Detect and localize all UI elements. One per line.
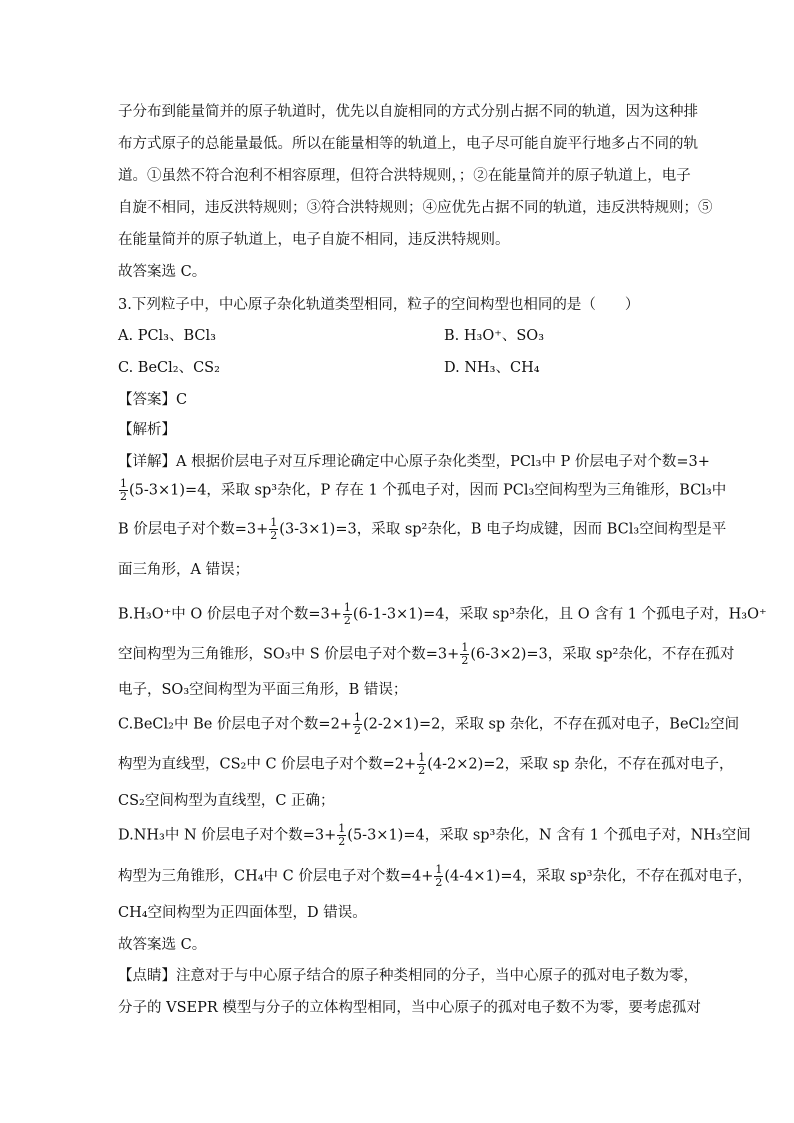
- analysis-label: 【解析】: [118, 422, 176, 438]
- detail-line: 【详解】A 根据价层电子对互斥理论确定中心原子杂化类型，PCl₃中 P 价层电子对个数=3+: [118, 454, 710, 470]
- detail-line: 空间构型为三角锥形，SO₃中 S 价层电子对个数=3+ $\frac{1}{2}$ (6-3×2)=3，采取 sp²杂化，不存在孤对: [118, 641, 735, 667]
- fraction: $\frac{1}{2}$: [461, 641, 469, 667]
- paragraph-line: 在能量简并的原子轨道上，电子自旋不相同，违反洪特规则。: [118, 232, 510, 248]
- option-c: C. BeCl₂、CS₂: [118, 360, 220, 376]
- fraction: $\frac{1}{2}$: [353, 711, 361, 737]
- fraction: $\frac{1}{2}$: [343, 601, 351, 627]
- detail-line: CS₂空间构型为直线型，C 正确；: [118, 793, 335, 809]
- paragraph-line: 道。①虽然不符合泡利不相容原理，但符合洪特规则，；②在能量简并的原子轨道上，电子: [118, 168, 691, 184]
- option-d: D. NH₃、CH₄: [444, 360, 540, 376]
- fraction: $\frac{1}{2}$: [418, 751, 426, 777]
- paragraph-line: 布方式原子的总能量最低。所以在能量相等的轨道上，电子尽可能自旋平行地多占不同的轨: [118, 136, 698, 152]
- comment-line: 分子的 VSEPR 模型与分子的立体构型相同，当中心原子的孤对电子数不为零，要考虑孤对: [118, 1000, 701, 1016]
- fraction: $\frac{1}{2}$: [120, 477, 127, 503]
- answer-label: 【答案】C: [118, 392, 188, 408]
- detail-line: B 价层电子对个数=3+ $\frac{1}{2}$ (3-3×1)=3，采取 sp²杂化，B 电子均成键，因而 BCl₃空间构型是平: [118, 516, 727, 542]
- question-stem: 3.下列粒子中，中心原子杂化轨道类型相同，粒子的空间构型也相同的是（ ）: [118, 297, 640, 313]
- fraction: $\frac{1}{2}$: [270, 516, 278, 542]
- option-b: B. H₃O⁺、SO₃: [444, 328, 545, 344]
- detail-line: D.NH₃中 N 价层电子对个数=3+ $\frac{1}{2}$ (5-3×1)=4，采取 sp³杂化，N 含有 1 个孤电子对，NH₃空间: [118, 822, 751, 848]
- paragraph-line: 自旋不相同，违反洪特规则；③符合洪特规则；④应优先占据不同的轨道，违反洪特规则；⑤: [118, 200, 713, 216]
- detail-line: B.H₃O⁺中 O 价层电子对个数=3+ $\frac{1}{2}$ (6-1-3×1)=4，采取 sp³杂化，且 O 含有 1 个孤电子对，H₃O⁺: [118, 601, 767, 627]
- detail-line: CH₄空间构型为正四面体型，D 错误。: [118, 905, 367, 921]
- detail-line: 电子，SO₃空间构型为平面三角形，B 错误；: [118, 682, 408, 698]
- detail-line: 构型为三角锥形，CH₄中 C 价层电子对个数=4+ $\frac{1}{2}$ (4-4×1)=4，采取 sp³杂化，不存在孤对电子，: [118, 863, 752, 889]
- comment-line: 【点睛】注意对于与中心原子结合的原子种类相同的分子，当中心原子的孤对电子数为零，: [118, 968, 698, 984]
- detail-line: 构型为直线型，CS₂中 C 价层电子对个数=2+ $\frac{1}{2}$ (4-2×2)=2，采取 sp 杂化，不存在孤对电子，: [118, 751, 734, 777]
- paragraph-line: 子分布到能量简并的原子轨道时，优先以自旋相同的方式分别占据不同的轨道，因为这种排: [118, 104, 698, 120]
- answer-statement: 故答案选 C。: [118, 937, 207, 953]
- detail-line: $\frac{1}{2}$ (5-3×1)=4，采取 sp³杂化，P 存在 1 个孤电子对，因而 PCl₃空间构型为三角锥形，BCl₃中: [120, 477, 727, 503]
- option-a: A. PCl₃、BCl₃: [118, 328, 216, 344]
- fraction: $\frac{1}{2}$: [435, 863, 443, 889]
- answer-statement: 故答案选 C。: [118, 264, 207, 280]
- fraction: $\frac{1}{2}$: [338, 822, 346, 848]
- detail-line: 面三角形，A 错误；: [118, 562, 250, 578]
- detail-line: C.BeCl₂中 Be 价层电子对个数=2+ $\frac{1}{2}$ (2-2×1)=2，采取 sp 杂化，不存在孤对电子，BeCl₂空间: [118, 711, 740, 737]
